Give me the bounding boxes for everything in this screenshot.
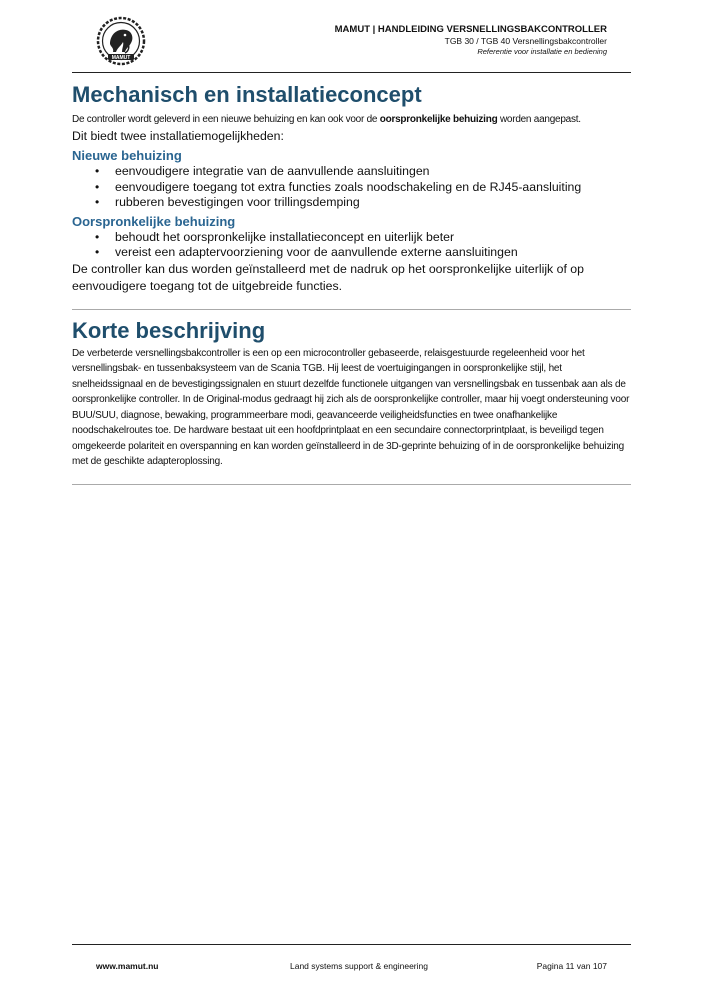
list-item: • eenvoudigere toegang tot extra functies zoals noodschakeling en de RJ45-aansluiting (115, 180, 631, 196)
list-item: • behoudt het oorspronkelijke installatieconcept en uiterlijk beter (115, 230, 631, 246)
page-content (72, 80, 631, 485)
subheading-new-housing: Nieuwe behuizing (72, 148, 182, 163)
section-divider (72, 484, 631, 485)
page-footer (72, 944, 631, 985)
svg-text:MAMUT: MAMUT (111, 55, 131, 61)
list-item: • vereist een adaptervoorziening voor de aanvullende externe aansluitingen (115, 245, 631, 261)
section-divider (72, 309, 631, 310)
subheading-original-housing: Oorspronkelijke behuizing (72, 213, 236, 229)
document-subtitle: TGB 30 / TGB 40 Versnellingsbakcontroller (444, 36, 607, 46)
list-item: • eenvoudigere integratie van de aanvullende aansluitingen (115, 164, 631, 180)
document-reference: Referentie voor installatie en bediening (477, 47, 607, 56)
list-item: • rubberen bevestigingen voor trillingsdemping (115, 195, 631, 211)
intro-paragraph: De controller wordt geleverd in een nieuwe behuizing en kan ook voor de oorspronkelijke behuizing worden aangepast. (72, 114, 581, 125)
page-number: Pagina 11 van 107 (536, 961, 607, 971)
footer-website-link[interactable]: www.mamut.nu (96, 961, 159, 971)
footer-tagline: Land systems support & engineering (290, 961, 428, 971)
document-title: MAMUT | HANDLEIDING VERSNELLINGSBAKCONTROLLER (334, 24, 607, 35)
section-heading-description: Korte beschrijving (72, 317, 266, 343)
description-paragraph: De verbeterde versnellingsbakcontroller is een op een microcontroller gebaseerde, relaisgestuurde regeleenheid voor het versnellingsbak- en tussenbaksysteem van de Scania TGB. Hij leest de voertuigingangen in oorspronkelijke stijl, het snelheidssignaal en de bevestigingssignalen en stuurt dezelfde functionele uitgangen van versnellingsbak en tussenbak aan als de oorspronkelijke controller. In de Original-modus gedraagt hij zich als de oorspronkelijke controller, maar hij voegt ondersteuning voor BUU/SUU, diagnose, bewaking, programmeerbare modi, geavanceerde veiligheidsfuncties en twee onafhankelijke noodschakelroutes toe. De hardware bestaat uit een hoofdprintplaat en een secundaire connectorprintplaat, is beveiligd tegen omgekeerde polariteit en overspanning en kan worden geïnstalleerd in de 3D-geprinte behuizing of in de oorspronkelijke behuizing met de geschikte adapteroplossing. (72, 347, 630, 467)
original-housing-list (72, 230, 631, 261)
options-line: Dit biedt twee installatiemogelijkheden: (72, 129, 284, 143)
mamut-logo (96, 16, 146, 66)
closing-paragraph: De controller kan dus worden geïnstalleerd met de nadruk op het oorspronkelijke uiterlijk of op eenvoudigere toegang tot de uitgebreide functies. (72, 261, 584, 293)
new-housing-list (72, 164, 631, 211)
section-heading-mechanical: Mechanisch en installatieconcept (72, 82, 422, 107)
page-header (72, 16, 631, 73)
